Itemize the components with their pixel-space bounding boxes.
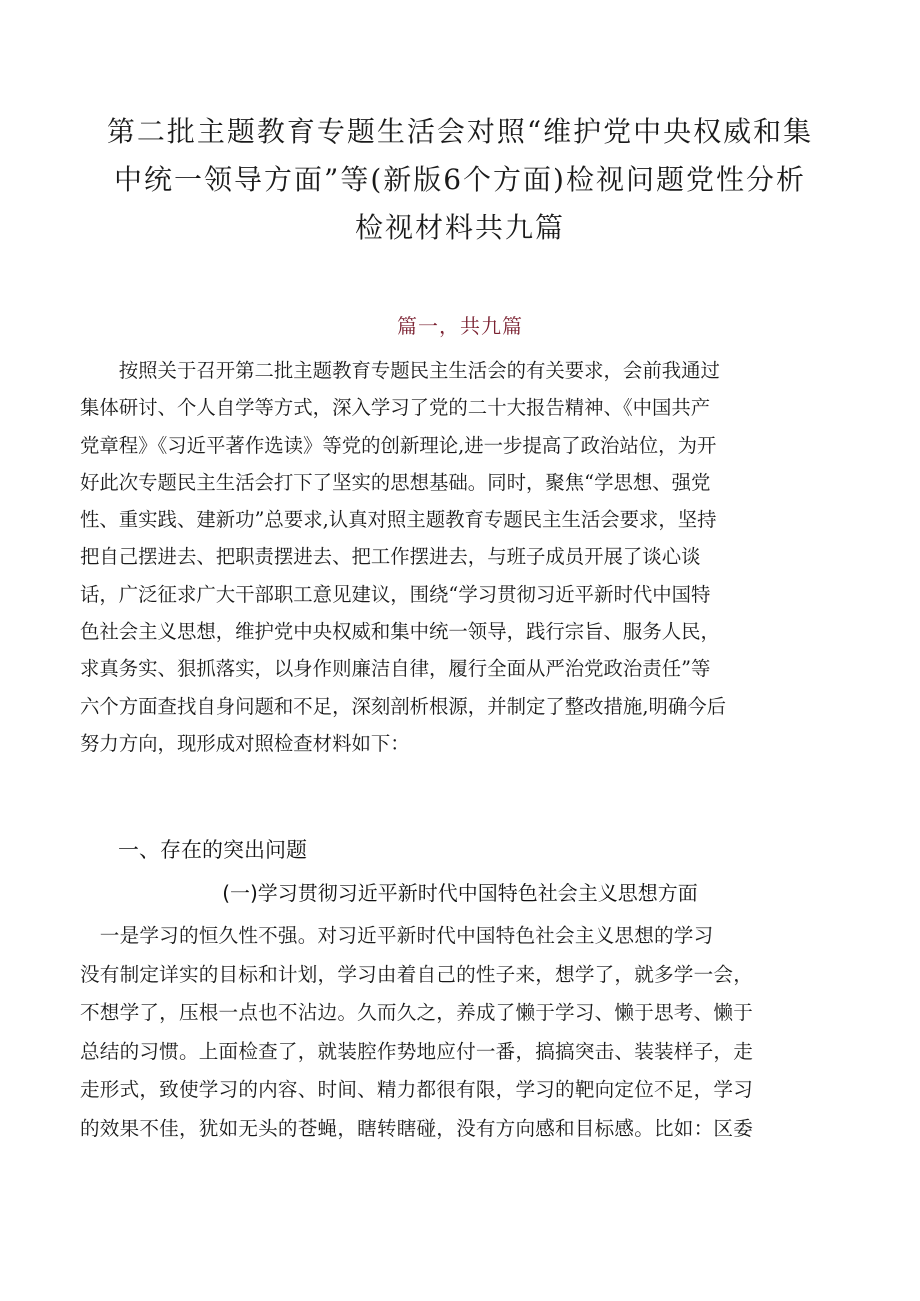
body-line: 没有制定详实的目标和计划，学习由着自己的性子来，想学了，就多学一会， [80,962,753,986]
section-label: 篇一，共九篇 [397,314,523,338]
body-line: 总结的习惯。上面检查了，就装腔作势地应付一番，搞搞突击、装装样子，走 [80,1039,753,1063]
intro-line: 努力方向，现形成对照检查材料如下： [80,731,410,755]
intro-paragraph [80,352,860,762]
title-line-1: 第二批主题教育专题生活会对照“维护党中央权威和集 [106,115,814,148]
heading-level-2: (一)学习贯彻习近平新时代中国特色社会主义思想方面 [222,881,698,905]
intro-line: 按照关于召开第二批主题教育专题民主生活会的有关要求，会前我通过 [80,359,720,382]
body-paragraph [80,917,860,1148]
intro-line: 性、重实践、建新功”总要求,认真对照主题教育专题民主生活会要求，坚持 [80,508,717,532]
heading-level-1: 一、存在的突出问题 [118,838,307,862]
intro-line: 六个方面查找自身问题和不足，深刻剖析根源，并制定了整改措施,明确今后 [80,694,727,718]
intro-line: 色社会主义思想，维护党中央权威和集中统一领导，践行宗旨、服务人民， [80,620,720,644]
intro-line: 话，广泛征求广大干部职工意见建议，围绕“学习贯彻习近平新时代中国特 [80,582,711,606]
body-line: 的效果不佳，犹如无头的苍蝇，瞎转瞎碰，没有方向感和目标感。比如：区委 [80,1116,753,1140]
document-title [60,108,860,252]
intro-line: 党章程》《习近平著作选读》等党的创新理论,进一步提高了政治站位，为开 [80,433,717,457]
title-line-2: 中统一领导方面”等(新版6个方面)检视问题党性分析 [114,163,806,196]
intro-line: 求真务实、狠抓落实，以身作则廉洁自律，履行全面从严治党政治责任”等 [80,657,711,681]
body-line: 走形式，致使学习的内容、时间、精力都很有限，学习的靶向定位不足，学习 [80,1078,753,1101]
title-line-3: 检视材料共九篇 [354,211,565,244]
intro-line: 集体研讨、个人自学等方式，深入学习了党的二十大报告精神、《中国共产 [80,396,711,420]
body-line: 一是学习的恒久性不强。对习近平新时代中国特色社会主义思想的学习 [80,924,714,947]
intro-line: 把自己摆进去、把职责摆进去、把工作摆进去，与班子成员开展了谈心谈 [80,545,701,569]
body-line: 不想学了，压根一点也不沾边。久而久之，养成了懒于学习、懒于思考、懒于 [80,1001,753,1024]
intro-line: 好此次专题民主生活会打下了坚实的思想基础。同时，聚焦“学思想、强党 [80,470,711,494]
